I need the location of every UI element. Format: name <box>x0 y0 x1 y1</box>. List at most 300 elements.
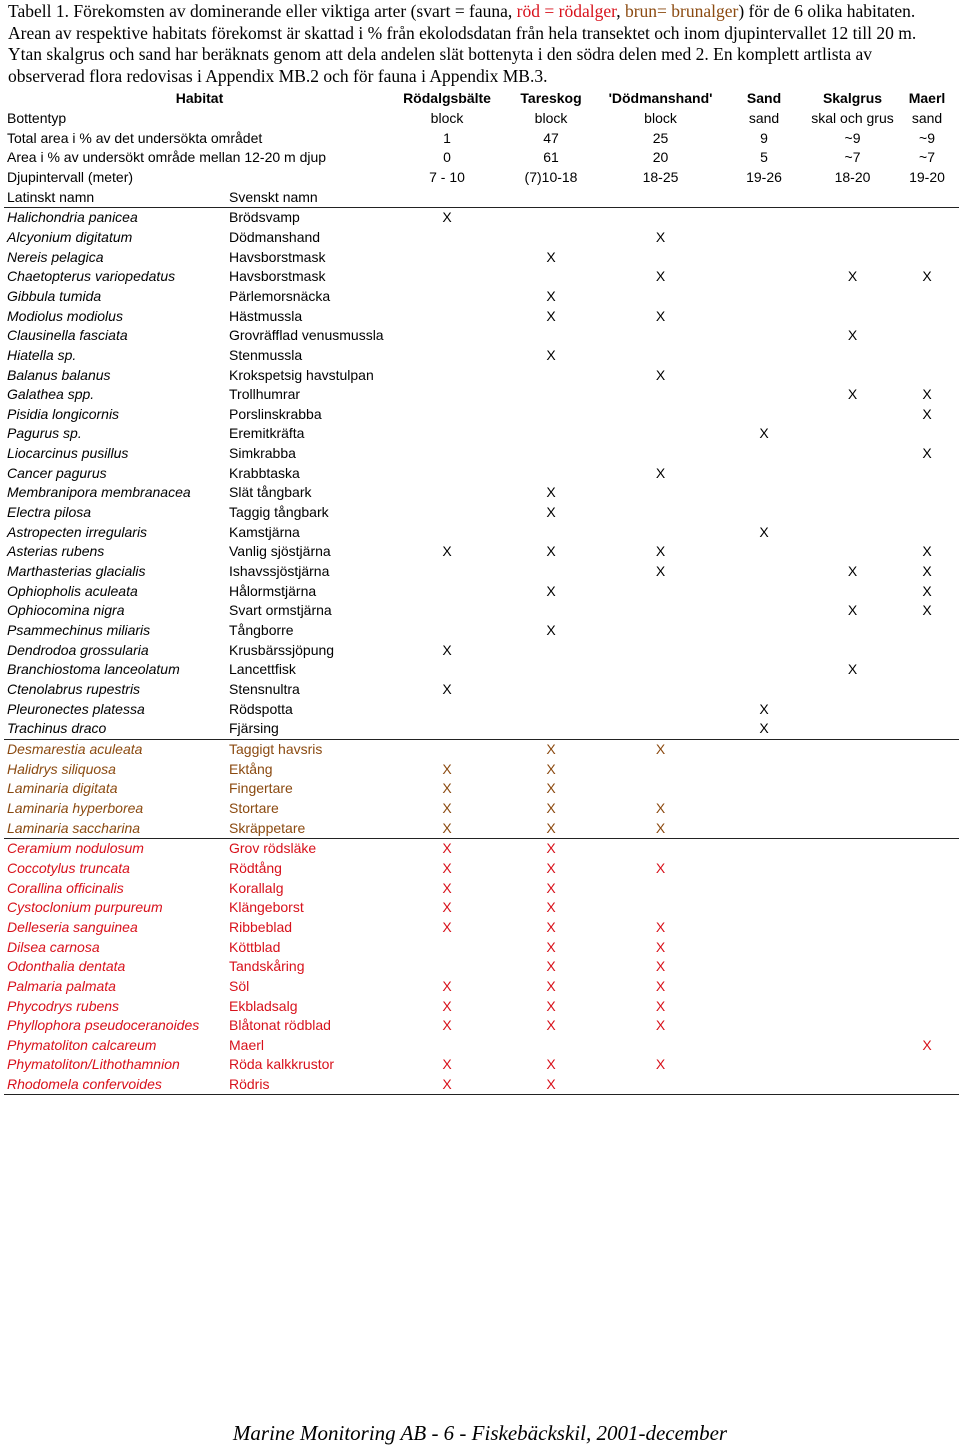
cell: sand <box>911 109 943 126</box>
latin-name: Marthasterias glacialis <box>7 563 146 580</box>
presence-mark <box>718 859 810 879</box>
presence-mark: X <box>546 918 556 935</box>
habitat-header-row <box>4 89 959 109</box>
latin-name: Asterias rubens <box>7 543 105 560</box>
presence-mark <box>395 957 499 977</box>
presence-mark <box>718 898 810 918</box>
presence-mark <box>895 522 959 542</box>
presence-mark <box>718 1055 810 1075</box>
presence-mark: X <box>655 958 666 975</box>
swedish-name: Skräppetare <box>226 818 395 838</box>
presence-mark <box>810 581 895 601</box>
presence-mark: X <box>655 228 666 245</box>
species-row <box>4 660 959 680</box>
presence-mark <box>895 207 959 227</box>
presence-mark: X <box>546 977 556 994</box>
presence-mark: X <box>546 958 556 975</box>
latin-name: Halidrys siliquosa <box>7 760 116 777</box>
cell: 18-20 <box>834 168 871 185</box>
species-row <box>4 996 959 1016</box>
presence-mark: X <box>442 840 452 857</box>
presence-mark <box>603 581 718 601</box>
swedish-name: Krabbtaska <box>229 464 300 481</box>
presence-mark: X <box>546 899 556 916</box>
presence-mark <box>395 306 499 326</box>
presence-mark: X <box>442 879 452 896</box>
presence-mark <box>810 365 895 385</box>
species-row <box>4 838 959 858</box>
swedish-name: Köttblad <box>229 938 281 955</box>
presence-mark <box>499 228 603 248</box>
species-row <box>4 937 959 957</box>
swedish-name: Simkrabba <box>229 445 296 462</box>
presence-mark <box>395 601 499 621</box>
presence-mark: X <box>442 1017 452 1034</box>
presence-mark: X <box>546 760 556 777</box>
swedish-name: Porslinskrabba <box>229 405 322 422</box>
cell: 61 <box>543 149 559 166</box>
presence-mark: X <box>655 563 666 580</box>
swedish-name: Taggigt havsris <box>229 740 323 757</box>
latin-name: Membranipora membranacea <box>7 484 191 501</box>
presence-mark: X <box>655 918 666 935</box>
species-row <box>4 898 959 918</box>
presence-mark <box>810 228 895 248</box>
latin-name-header: Latinskt namn <box>4 187 226 207</box>
presence-mark <box>810 779 895 799</box>
presence-mark <box>718 601 810 621</box>
presence-mark <box>395 719 499 739</box>
species-row <box>4 977 959 997</box>
species-row <box>4 1036 959 1056</box>
swedish-name: Tandskåring <box>229 958 305 975</box>
presence-mark: X <box>546 780 556 797</box>
presence-mark <box>718 759 810 779</box>
presence-mark <box>718 581 810 601</box>
latin-name: Ctenolabrus rupestris <box>7 681 141 698</box>
presence-mark: X <box>655 464 666 481</box>
presence-mark: X <box>655 307 666 324</box>
presence-mark: X <box>759 700 769 717</box>
species-row <box>4 424 959 444</box>
presence-mark <box>603 1036 718 1056</box>
presence-mark: X <box>922 268 932 285</box>
presence-mark <box>718 247 810 267</box>
presence-mark: X <box>546 859 556 876</box>
presence-mark <box>895 1016 959 1036</box>
species-row <box>4 699 959 719</box>
latin-name: Cancer pagurus <box>7 464 107 481</box>
swedish-name: Brödsvamp <box>229 209 300 226</box>
presence-mark <box>810 207 895 227</box>
presence-mark <box>810 957 895 977</box>
cell: 19-20 <box>909 168 945 185</box>
cell: 18-25 <box>642 168 679 185</box>
presence-mark <box>395 562 499 582</box>
cell: (7)10-18 <box>524 168 578 185</box>
species-row <box>4 759 959 779</box>
presence-mark: X <box>922 405 932 422</box>
presence-mark: X <box>442 681 452 698</box>
presence-mark <box>603 444 718 464</box>
latin-name: Ophiocomina nigra <box>7 602 125 619</box>
species-row <box>4 818 959 838</box>
presence-mark <box>718 542 810 562</box>
presence-mark <box>603 719 718 739</box>
presence-mark <box>603 779 718 799</box>
presence-mark: X <box>655 1056 666 1073</box>
presence-mark <box>499 424 603 444</box>
presence-mark: X <box>847 602 858 619</box>
habitat-name: Sand <box>746 90 782 107</box>
latin-name: Palmaria palmata <box>7 977 116 994</box>
swedish-name: Ektång <box>229 760 273 777</box>
presence-mark <box>810 859 895 879</box>
presence-mark: X <box>655 997 666 1014</box>
presence-mark <box>718 385 810 405</box>
presence-mark: X <box>655 799 666 816</box>
presence-mark: X <box>442 1056 452 1073</box>
cell: 19-26 <box>746 168 782 185</box>
presence-mark <box>718 680 810 700</box>
presence-mark: X <box>442 997 452 1014</box>
presence-mark <box>499 405 603 425</box>
species-row <box>4 640 959 660</box>
presence-mark <box>499 660 603 680</box>
page-footer: Marine Monitoring AB - 6 - Fiskebäckskil, 2001-december <box>232 1421 728 1445</box>
presence-mark <box>718 346 810 366</box>
presence-mark <box>718 878 810 898</box>
presence-mark <box>810 818 895 838</box>
swedish-name: Stortare <box>229 799 279 816</box>
presence-mark <box>499 444 603 464</box>
cell: 1 <box>443 129 451 146</box>
presence-mark: X <box>759 425 769 442</box>
swedish-name: Ribbeblad <box>229 918 293 935</box>
cell: block <box>534 109 568 126</box>
presence-mark: X <box>442 899 452 916</box>
presence-mark <box>895 937 959 957</box>
presence-mark <box>603 483 718 503</box>
swedish-name: Ekbladsalg <box>229 997 298 1014</box>
presence-mark <box>895 1055 959 1075</box>
presence-mark <box>810 1036 895 1056</box>
presence-mark <box>718 918 810 938</box>
presence-mark <box>395 267 499 287</box>
swedish-name: Fingertare <box>229 780 293 797</box>
species-row <box>4 346 959 366</box>
swedish-name: Fjärsing <box>226 719 395 739</box>
presence-mark: X <box>922 1036 932 1053</box>
caption-red-legend: röd = rödalger <box>516 1 617 21</box>
cell: sand <box>748 109 780 126</box>
presence-mark <box>603 759 718 779</box>
presence-mark <box>395 463 499 483</box>
habitat-name: Tareskog <box>520 90 582 107</box>
presence-mark: X <box>395 1075 499 1095</box>
latin-name: Laminaria hyperborea <box>7 799 144 816</box>
presence-mark <box>395 503 499 523</box>
presence-mark <box>718 228 810 248</box>
cell: block <box>644 109 677 126</box>
latin-name: Ophiopholis aculeata <box>7 582 138 599</box>
presence-mark: X <box>442 780 452 797</box>
row-label: Total area i % av det undersökta området <box>7 129 263 146</box>
latin-name: Pleuronectes platessa <box>7 700 145 717</box>
swedish-name: Trollhumrar <box>229 386 301 403</box>
presence-mark: X <box>922 386 932 403</box>
caption-part-3: ) för de 6 olika habitaten. Arean av respektive habitats förekomst är skattad i % från ekolodsdatan från hela transektet och inom djupintervallet 12 till 20 m. Ytan skalgrus och sand har beräknats genom att dela andelen slät bottenyta i den södra delen med 2. En komplett artlista av observerad flora redovisas i Appendix MB.2 och för fauna i Appendix MB.3. <box>8 1 917 86</box>
presence-mark <box>718 1016 810 1036</box>
presence-mark <box>895 247 959 267</box>
species-row <box>4 562 959 582</box>
latin-name: Laminaria saccharina <box>4 818 226 838</box>
presence-mark <box>603 660 718 680</box>
presence-mark <box>810 503 895 523</box>
presence-mark: X <box>546 740 556 757</box>
presence-mark <box>603 898 718 918</box>
presence-mark: X <box>922 582 932 599</box>
presence-mark <box>895 977 959 997</box>
latin-name: Hiatella sp. <box>7 346 77 363</box>
caption-part-2: , <box>616 1 625 21</box>
presence-mark <box>895 799 959 819</box>
presence-mark <box>499 365 603 385</box>
latin-name: Phyllophora pseudoceranoides <box>7 1017 200 1034</box>
swedish-name: Dödmanshand <box>229 228 321 245</box>
presence-mark <box>810 996 895 1016</box>
presence-mark: X <box>546 1056 556 1073</box>
presence-mark <box>718 937 810 957</box>
latin-name: Odonthalia dentata <box>7 958 126 975</box>
presence-mark <box>810 918 895 938</box>
presence-mark <box>810 542 895 562</box>
presence-mark <box>810 878 895 898</box>
latin-name: Astropecten irregularis <box>7 523 148 540</box>
presence-mark <box>718 838 810 858</box>
presence-mark <box>895 898 959 918</box>
presence-mark <box>810 937 895 957</box>
species-row <box>4 918 959 938</box>
cell: 20 <box>652 149 669 166</box>
presence-mark <box>718 207 810 227</box>
presence-mark <box>895 878 959 898</box>
presence-mark <box>895 660 959 680</box>
presence-mark <box>603 699 718 719</box>
presence-mark <box>499 385 603 405</box>
presence-mark <box>603 207 718 227</box>
presence-mark <box>718 818 810 838</box>
presence-mark <box>895 859 959 879</box>
presence-mark <box>895 326 959 346</box>
swedish-name: Ishavssjöstjärna <box>229 563 330 580</box>
presence-mark <box>810 1075 895 1095</box>
latin-name: Rhodomela confervoides <box>4 1075 226 1095</box>
presence-mark: X <box>718 719 810 739</box>
species-row <box>4 621 959 641</box>
habitat-name: 'Dödmanshand' <box>608 90 713 107</box>
presence-mark <box>603 326 718 346</box>
presence-mark <box>895 463 959 483</box>
cell: 7 - 10 <box>429 168 465 185</box>
presence-mark: X <box>442 209 452 226</box>
row-label: Djupintervall (meter) <box>7 168 134 185</box>
presence-mark <box>810 680 895 700</box>
species-row <box>4 503 959 523</box>
presence-mark <box>895 759 959 779</box>
presence-mark <box>718 1036 810 1056</box>
presence-mark: X <box>442 918 452 935</box>
presence-mark: X <box>546 622 556 639</box>
presence-mark <box>395 739 499 759</box>
presence-mark: X <box>655 543 666 560</box>
presence-mark <box>395 385 499 405</box>
presence-mark <box>718 503 810 523</box>
presence-mark <box>499 680 603 700</box>
presence-mark <box>395 621 499 641</box>
latin-name: Cystoclonium purpureum <box>7 899 163 916</box>
cell: skal och grus <box>811 109 894 126</box>
presence-mark <box>395 228 499 248</box>
swedish-name: Slät tångbark <box>229 484 312 501</box>
presence-mark: X <box>546 307 556 324</box>
latin-name: Branchiostoma lanceolatum <box>7 661 180 678</box>
presence-mark <box>395 660 499 680</box>
presence-mark: X <box>922 602 932 619</box>
presence-mark: X <box>847 563 858 580</box>
row-label: Bottentyp <box>7 109 67 126</box>
presence-mark <box>810 287 895 307</box>
presence-mark <box>499 699 603 719</box>
presence-mark: X <box>442 543 452 560</box>
presence-mark <box>810 306 895 326</box>
presence-mark: X <box>655 938 666 955</box>
presence-mark <box>603 601 718 621</box>
swedish-name: Eremitkräfta <box>229 425 305 442</box>
presence-mark <box>603 522 718 542</box>
presence-mark <box>603 680 718 700</box>
latin-name: Ceramium nodulosum <box>7 840 144 857</box>
presence-mark <box>718 444 810 464</box>
species-row <box>4 385 959 405</box>
presence-mark <box>395 424 499 444</box>
species-row <box>4 957 959 977</box>
presence-mark <box>499 207 603 227</box>
species-row <box>4 779 959 799</box>
bottentyp-row <box>4 109 959 129</box>
presence-mark <box>810 699 895 719</box>
presence-mark <box>718 739 810 759</box>
presence-mark <box>395 581 499 601</box>
species-row <box>4 1075 959 1095</box>
presence-mark <box>395 444 499 464</box>
presence-mark <box>895 306 959 326</box>
presence-mark <box>395 483 499 503</box>
presence-mark: X <box>546 879 556 896</box>
presence-mark: X <box>546 504 556 521</box>
latin-name: Halichondria panicea <box>7 209 138 226</box>
presence-mark <box>718 640 810 660</box>
species-row <box>4 287 959 307</box>
species-row <box>4 680 959 700</box>
presence-mark: X <box>442 977 452 994</box>
cell: 25 <box>652 129 669 146</box>
presence-mark <box>718 483 810 503</box>
presence-mark: X <box>655 740 666 757</box>
presence-mark <box>603 878 718 898</box>
swedish-name: Klängeborst <box>229 899 304 916</box>
presence-mark: X <box>546 346 556 363</box>
presence-mark <box>603 640 718 660</box>
species-row <box>4 799 959 819</box>
presence-mark: X <box>546 1017 556 1034</box>
latin-name: Corallina officinalis <box>7 879 124 896</box>
presence-mark <box>395 346 499 366</box>
species-row <box>4 326 959 346</box>
presence-mark <box>895 739 959 759</box>
swedish-name: Stenmussla <box>229 346 303 363</box>
presence-mark <box>499 326 603 346</box>
swedish-name: Stensnultra <box>229 681 300 698</box>
presence-mark: X <box>546 799 556 816</box>
presence-mark <box>395 247 499 267</box>
presence-mark <box>895 838 959 858</box>
habitat-name: Maerl <box>908 90 946 107</box>
presence-mark <box>895 699 959 719</box>
cell: 5 <box>760 149 768 166</box>
presence-mark <box>718 977 810 997</box>
latin-name: Phymatoliton/Lithothamnion <box>7 1056 180 1073</box>
presence-mark <box>395 699 499 719</box>
presence-mark <box>810 759 895 779</box>
species-row <box>4 444 959 464</box>
swedish-name: Söl <box>229 977 250 994</box>
swedish-name: Havsborstmask <box>229 268 326 285</box>
presence-mark <box>895 228 959 248</box>
caption-part-1: Tabell 1. Förekomsten av dominerande eller viktiga arter (svart = fauna, <box>8 1 517 21</box>
latin-name: Pisidia longicornis <box>7 405 120 422</box>
species-row <box>4 878 959 898</box>
presence-mark: X <box>922 563 932 580</box>
species-row <box>4 601 959 621</box>
total-area-row <box>4 128 959 148</box>
swedish-name: Grovräfflad venusmussla <box>229 327 384 344</box>
presence-mark <box>718 1075 810 1095</box>
swedish-name: Havsborstmask <box>229 248 326 265</box>
presence-mark <box>718 621 810 641</box>
presence-mark: X <box>603 818 718 838</box>
presence-mark: X <box>499 818 603 838</box>
presence-mark <box>810 346 895 366</box>
latin-name: Coccotylus truncata <box>7 859 130 876</box>
presence-mark <box>810 522 895 542</box>
presence-mark: X <box>847 661 858 678</box>
presence-mark <box>603 287 718 307</box>
presence-mark: X <box>655 977 666 994</box>
presence-mark <box>718 660 810 680</box>
latin-name: Electra pilosa <box>7 504 92 521</box>
cell: 9 <box>760 129 768 146</box>
presence-mark: X <box>655 268 666 285</box>
presence-mark <box>810 621 895 641</box>
presence-mark: X <box>847 386 858 403</box>
latin-name: Laminaria digitata <box>7 780 118 797</box>
table-caption <box>8 1 953 87</box>
presence-mark <box>718 365 810 385</box>
presence-mark <box>603 621 718 641</box>
species-row <box>4 463 959 483</box>
species-row <box>4 522 959 542</box>
